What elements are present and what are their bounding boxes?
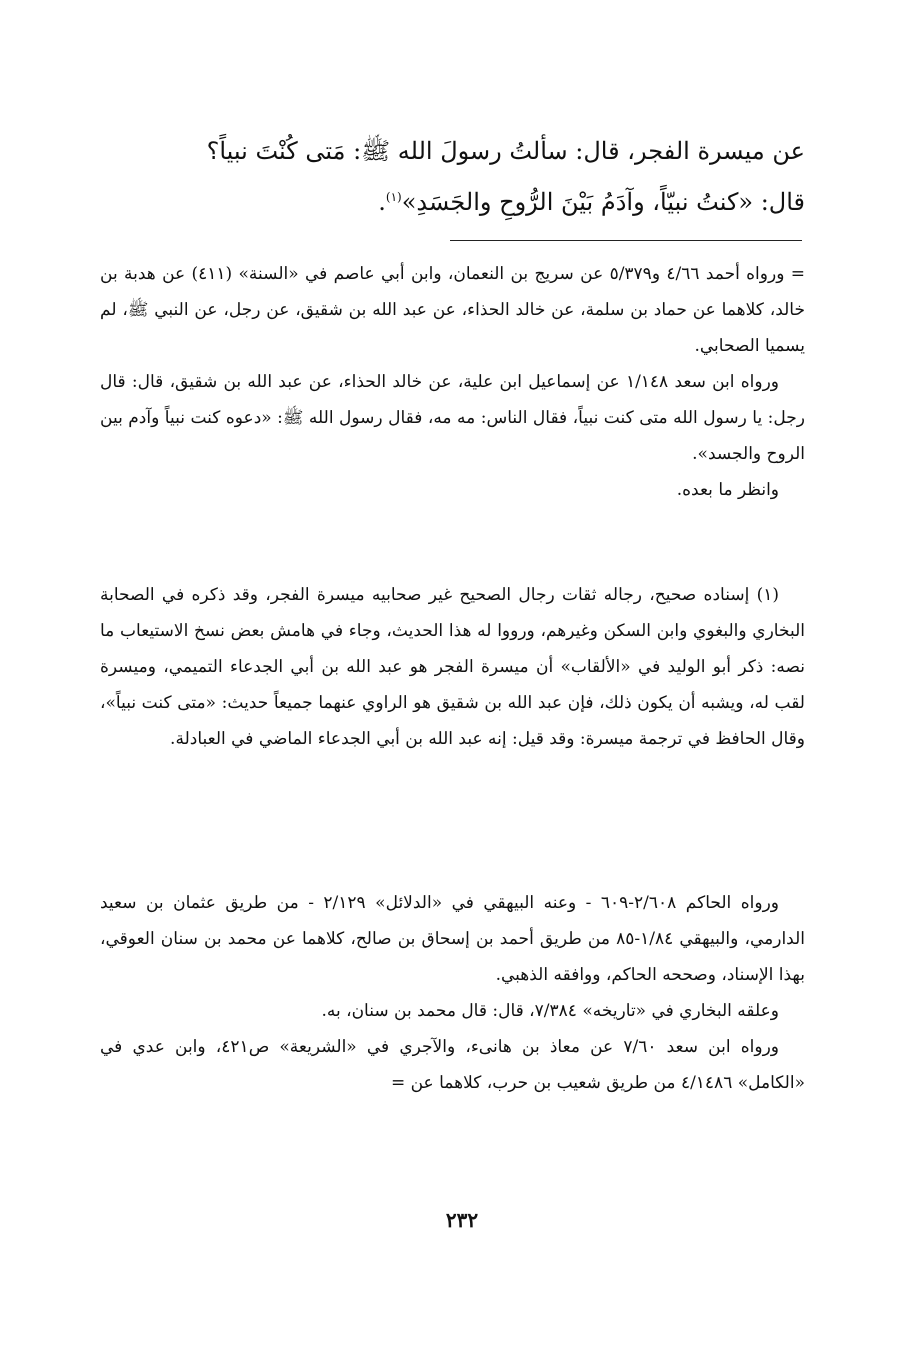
note-paragraph: (١) إسناده صحيح، رجاله ثقات رجال الصحيح غير صحابيه ميسرة الفجر، وقد ذكره في الصحابة البخاري والبغوي وابن السكن وغيرهم، ورووا له هذا الحديث، وجاء في هامش بعض نسخ الاستيعاب ما نصه: ذكر أبو الوليد في «الألقاب» أن ميسرة الفجر هو عبد الله بن أبي الجدعاء التميمي، وميسرة لقب له، ويشبه أن يكون ذلك، فإن عبد الله بن شقيق هو الراوي عنهما جميعاً حديث: «متى كنت نبياً»، وقال الحافظ في ترجمة ميسرة: وقد قيل: إنه عبد الله بن أبي الجدعاء الماضي في العبادلة. [100,585,805,749]
main-hadith-text [100,128,805,225]
footnote-1 [100,577,805,757]
footnote-marker: (١) [385,190,402,204]
note-paragraph: ورواه الحاكم ٢/٦٠٨-٦٠٩ - وعنه البيهقي في «الدلائل» ٢/١٢٩ - من طريق عثمان بن سعيد الدارمي، والبيهقي ١/٨٤-٨٥ من طريق أحمد بن إسحاق بن صالح، كلاهما عن محمد بن سنان العوقي، بهذا الإسناد، وصححه الحاكم، ووافقه الذهبي. [100,893,805,985]
notes-section-continued [100,256,805,508]
note-paragraph: = ورواه أحمد ٤/٦٦ و٥/٣٧٩ عن سريج بن النعمان، وابن أبي عاصم في «السنة» (٤١١) عن هدبة بن خالد، كلاهما عن حماد بن سلمة، عن خالد الحذاء، عن عبد الله بن شقيق، عن رجل، عن النبي ﷺ، لم يسميا الصحابي. [100,264,805,356]
notes-section-sources [100,885,805,1101]
main-text-line-2-body: قال: «كنتُ نبيّاً، وآدَمُ بَيْنَ الرُّوحِ والجَسَدِ» [401,188,805,216]
main-text-line-2-end: . [378,188,386,216]
page-number: ٢٣٢ [445,1208,479,1232]
note-paragraph: ورواه ابن سعد ١/١٤٨ عن إسماعيل ابن علية، عن خالد الحذاء، عن عبد الله بن شقيق، قال: قال رجل: يا رسول الله متى كنت نبياً، فقال الناس: مه مه، فقال رسول الله ﷺ: «دعوه كنت نبياً وآدم بين الروح والجسد». [100,372,805,464]
note-paragraph: وعلقه البخاري في «تاريخه» ٧/٣٨٤، قال: قال محمد بن سنان، به. [321,1001,779,1021]
note-paragraph: وانظر ما بعده. [676,480,779,500]
footnote-separator-rule [450,240,802,241]
main-text-line-1: عن ميسرة الفجر، قال: سألتُ رسولَ الله ﷺ: مَتى كُنْتَ نبياً؟ [206,137,805,165]
note-paragraph: ورواه ابن سعد ٧/٦٠ عن معاذ بن هانىء، والآجري في «الشريعة» ص٤٢١، وابن عدي في «الكامل» ٤/١٤٨٦ من طريق شعيب بن حرب، كلاهما عن = [100,1037,805,1093]
main-text-line-2 [100,174,805,225]
